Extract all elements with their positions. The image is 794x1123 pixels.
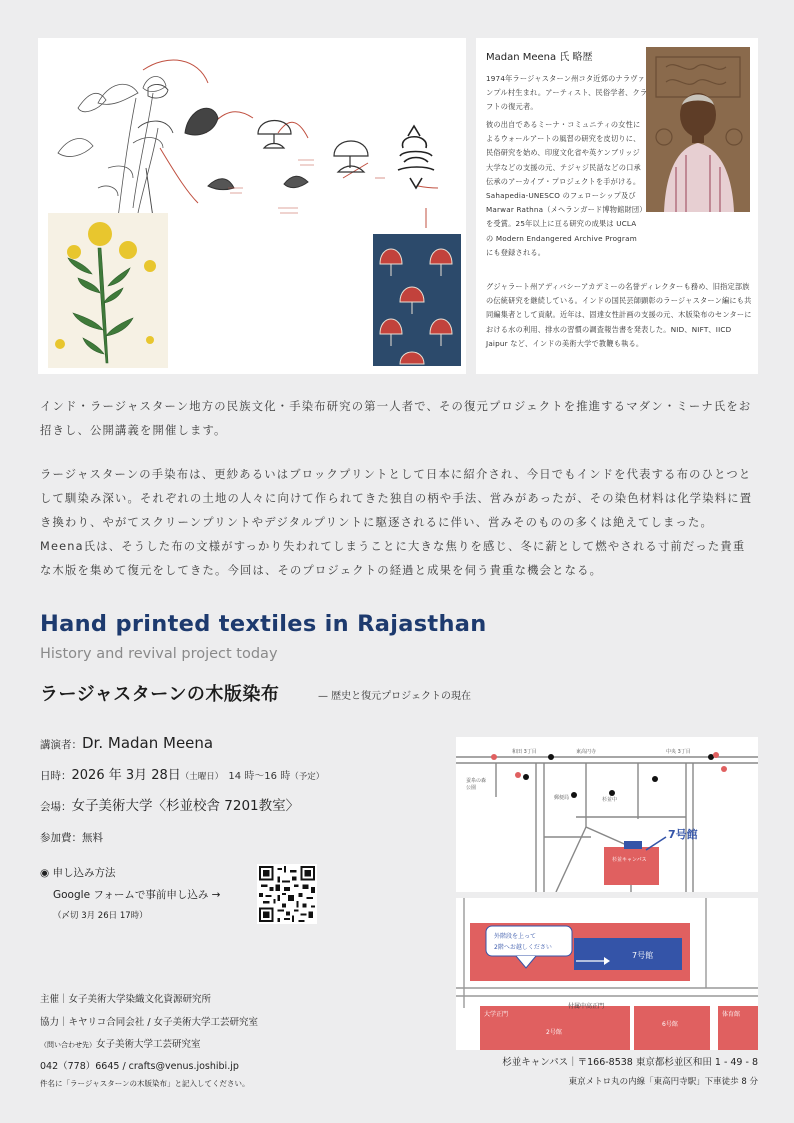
map-building-label: 7号館 <box>668 828 698 841</box>
map-gate-main: 大学正門 <box>484 1011 509 1018</box>
svg-text:和田 3丁目: 和田 3丁目 <box>512 749 537 755</box>
venue-row <box>40 794 299 814</box>
venue: 女子美術大学〈杉並校舎 7201教室〉 <box>71 798 300 814</box>
area-map <box>456 737 758 892</box>
inquiry-label: （問い合わせ先） <box>40 1041 96 1049</box>
map-bldg-2: 2号館 <box>546 1029 562 1036</box>
apply-heading: ◉ 申し込み方法 <box>40 867 116 879</box>
apply-method-link[interactable]: Google フォームで事前申し込み → <box>53 889 221 901</box>
bio-paragraph-birth: 1974年ラージャスターン州コタ近郊のナラヴァンプル村生まれ。アーティスト、民俗学者、クラフトの復元者。 <box>486 74 648 111</box>
svg-text:中央 3丁目: 中央 3丁目 <box>666 749 691 755</box>
inquiry-row <box>40 1036 201 1050</box>
cooperation: 協力｜キヤリコ合同会社 / 女子美術大学工芸研究室 <box>40 1017 259 1028</box>
title-japanese: ラージャスターンの木版染布 <box>40 684 280 705</box>
venue-label: 会場： <box>40 801 72 813</box>
title-english: Hand printed textiles in Rajasthan <box>40 611 487 637</box>
map-building-7: 7号館 <box>632 951 654 960</box>
svg-text:蚕糸の森: 蚕糸の森 <box>466 778 487 784</box>
sketch-panel <box>38 38 466 374</box>
svg-text:杉並キャンパス: 杉並キャンパス <box>612 857 647 863</box>
event-day: （土曜日） <box>180 772 224 782</box>
map-gym: 体育館 <box>722 1011 741 1018</box>
bio-heading: Madan Meena 氏 略歴 <box>486 52 593 63</box>
svg-text:東高円寺: 東高円寺 <box>576 749 597 755</box>
access-info: 東京メトロ丸の内線「東高円寺駅」下車徒歩 8 分 <box>568 1077 758 1087</box>
contact-info[interactable]: 042（778）6645 / crafts@venus.joshibi.jp <box>40 1061 239 1072</box>
lecturer-name: Dr. Madan Meena <box>82 734 214 752</box>
map-bldg-6: 6号館 <box>662 1021 678 1028</box>
apply-deadline: （〆切 3月 26日 17時） <box>53 911 148 921</box>
map-callout-line2: 2階へお越しください <box>494 944 552 951</box>
svg-text:郵便局: 郵便局 <box>554 795 570 801</box>
bio-paragraph-research: 彼の出自であるミーナ・コミュニティの女性によるウォールアートの風習の研究を皮切りに、民俗研究を始め、印度文化省や英ケンブリッジ大学などの支援の元、テジャジ民話などの口承伝承のアーカイブ・プロジェクトを手がける。Sahapedia-UNESCO のフェローシップ及び Marwar Rathna（メヘランガード博物館財団）を受賞。25年以上に亘る研究の成果は UCLA の Modern Endangered Archive Program にも登録される。 <box>486 120 644 257</box>
description-paragraph: ラージャスターンの手染布は、更紗あるいはブロックプリントとして日本に紹介され、今日でもインドを代表する布のひとつとして馴染み深い。それぞれの土地の人々に向けて作られてきた独自の柄や手法、営みがあったが、その染色材料は化学染料に置き換わり、やがてスクリーンプリントやデジタルプリントに駆逐されるに伴い、営みそのものの多くは絶えてしまった。Meena氏は、そうした布の文様がすっかり失われてしまうことに大きな焦りを感じ、冬に薪として燃やされる寸前だった貴重な木版を集めて復元をしてきた。今回は、そのプロジェクトの経過と成果を伺う貴重な機会となる。 <box>40 468 753 577</box>
map-caption: 杉並キャンパス｜〒166-8538 東京都杉並区和田 1 - 49 - 8 <box>502 1057 758 1068</box>
bio-text-wide <box>486 118 646 260</box>
speaker-portrait <box>646 47 750 212</box>
subject-note: 件名に「ラージャスターンの木版染布」と記入してください。 <box>40 1079 250 1088</box>
date-row <box>40 764 324 783</box>
lecturer-label: 講演者： <box>40 739 82 751</box>
map-callout-line1: 外階段を上って <box>494 933 537 940</box>
qr-code[interactable] <box>257 864 317 924</box>
fee-row <box>40 826 103 845</box>
bio-text-lower <box>486 280 752 351</box>
bio-text-column <box>486 72 648 114</box>
inquiry-org: 女子美術大学工芸研究室 <box>96 1039 201 1050</box>
subtitle-english: History and revival project today <box>40 646 278 662</box>
map-gate-sub: 付属中高正門 <box>568 1003 605 1010</box>
intro-paragraph: インド・ラージャスターン地方の民族文化・手染布研究の第一人者で、その復元プロジェクトを推進するマダン・ミーナ氏をお招きし、公開講義を開催します。 <box>40 400 752 437</box>
bio-paragraph-career: グジャラート州アディバシーアカデミーの名誉ディレクターも務め、旧指定部族の伝統研究を継続している。インドの国民芸師顕彰のラージャスターン編にも共同編集者として貢献。近年は、固達女性計画の支援の元、木版染布のセンターにおける水の利用、排水の習慣の調査報告書を発表した。NID、NIFT、IICD Jaipur など、インドの美術大学で教鞭も執る。 <box>486 282 752 348</box>
flower-sketch-illustration <box>38 38 466 374</box>
subtitle-japanese: — 歴史と復元プロジェクトの現在 <box>318 691 471 702</box>
svg-text:公園: 公園 <box>466 785 477 791</box>
event-date: 2026 年 3月 28日 <box>71 768 181 783</box>
campus-map <box>456 898 758 1050</box>
event-time-note: （予定） <box>290 772 325 782</box>
fee-label: 参加費： <box>40 832 82 844</box>
organizer: 主催｜女子美術大学染織文化資源研究所 <box>40 994 212 1005</box>
fee-value: 無料 <box>82 832 103 844</box>
event-time: 14 時〜16 時 <box>228 771 291 782</box>
lecturer-row <box>40 733 213 752</box>
svg-text:杉並中: 杉並中 <box>602 797 618 803</box>
date-label: 日時： <box>40 770 72 782</box>
